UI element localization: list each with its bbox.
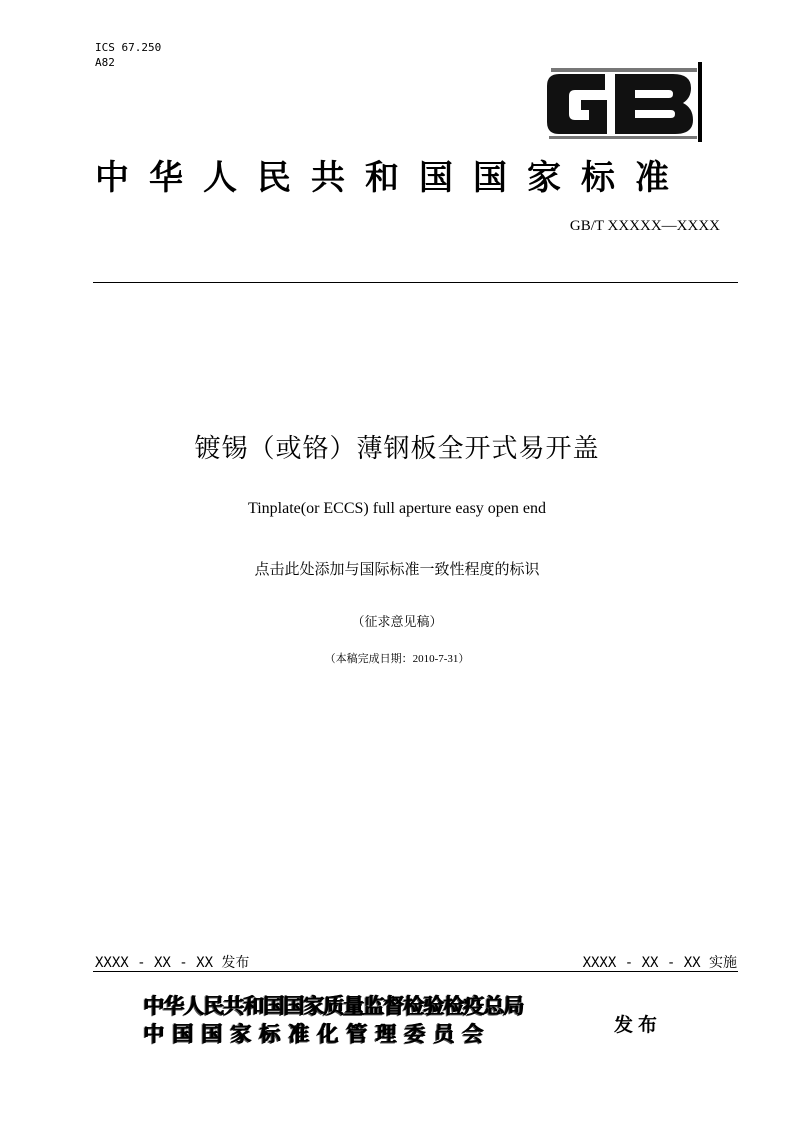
ccs-code: A82 <box>95 56 115 69</box>
implement-date: XXXX - XX - XX 实施 <box>582 955 737 971</box>
completion-date: （本稿完成日期：2010-7-31） <box>324 653 470 665</box>
classification-codes <box>95 40 161 70</box>
consistency-note[interactable]: 点击此处添加与国际标准一致性程度的标识 <box>254 562 540 578</box>
release-date: XXXX - XX - XX 发布 <box>95 955 250 971</box>
gb-logo-icon <box>545 62 703 142</box>
issuer-line-2: 中国国家标准化管理委员会 <box>143 1022 491 1046</box>
national-standard-title: 中华人民共和国国家标准 <box>95 158 689 198</box>
header-divider <box>93 282 738 283</box>
footer-divider <box>93 971 738 972</box>
standard-number: GB/T XXXXX—XXXX <box>569 218 720 234</box>
ics-code: ICS 67.250 <box>95 41 162 54</box>
document-title-english: Tinplate(or ECCS) full aperture easy open end <box>247 500 546 517</box>
draft-status: （征求意见稿） <box>351 614 443 629</box>
document-title-chinese: 镀锡（或铬）薄钢板全开式易开盖 <box>194 434 600 464</box>
issue-label: 发布 <box>614 1014 663 1036</box>
issuer-line-1: 中华人民共和国国家质量监督检验检疫总局 <box>143 994 523 1018</box>
